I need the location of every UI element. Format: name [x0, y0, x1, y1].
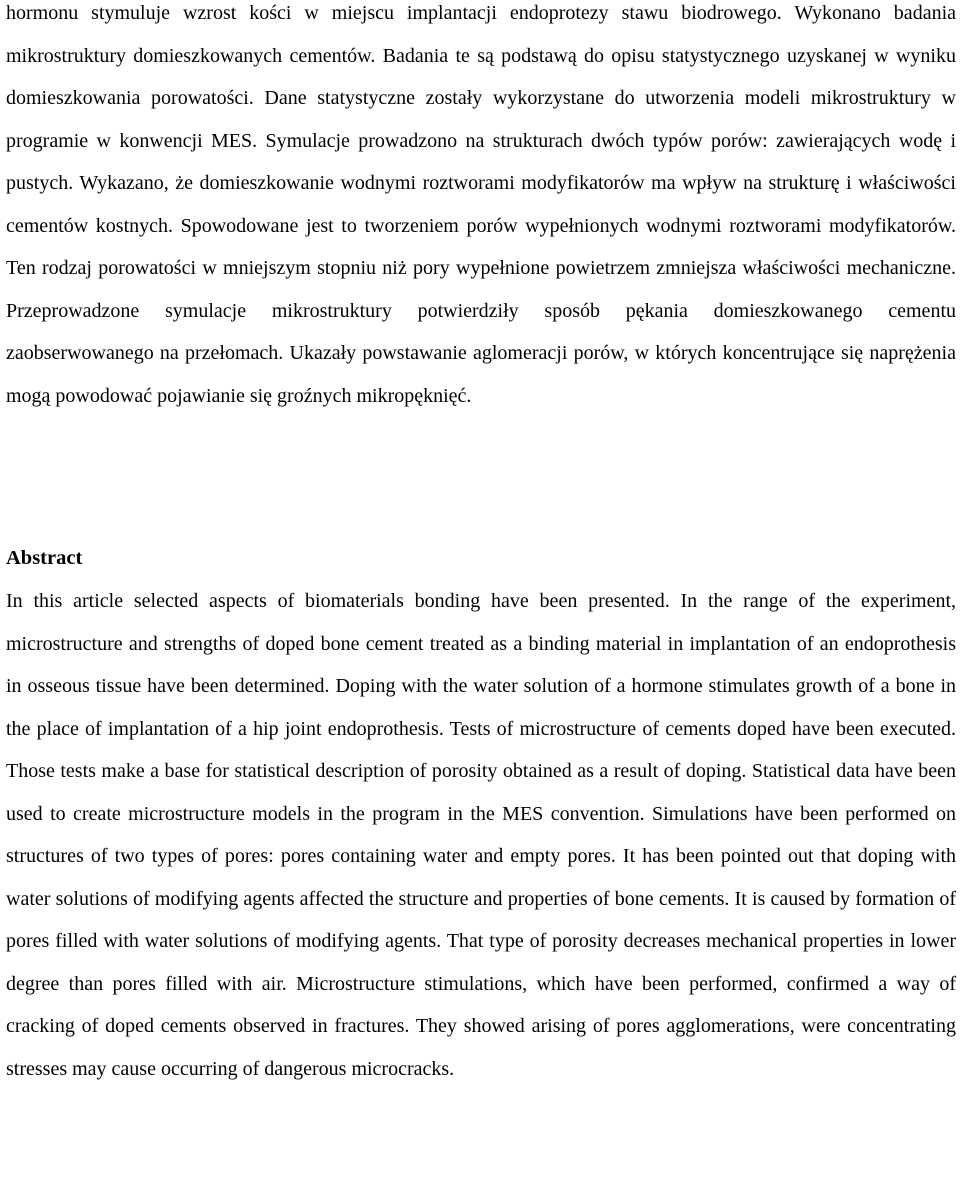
abstract-heading: Abstract: [6, 547, 83, 569]
abstract-paragraph: In this article selected aspects of biomaterials bonding have been presented. In the range of the experiment, microstructure and strengths of doped bone cement treated as a binding material in implantation of an endoprothesis in osseous tissue have been determined. Doping with the water solution of a hormone stimulates growth of a bone in the place of implantation of a hip joint endoprothesis. Tests of microstructure of cements doped have been executed. Those tests make a base for statistical description of porosity obtained as a result of doping. Statistical data have been used to create microstructure models in the program in the MES convention. Simulations have been performed on structures of two types of pores: pores containing water and empty pores. It has been pointed out that doping with water solutions of modifying agents affected the structure and properties of bone cements. It is caused by formation of pores filled with water solutions of modifying agents. That type of porosity decreases mechanical properties in lower degree than pores filled with air. Microstructure stimulations, which have been performed, confirmed a way of cracking of doped cements observed in fractures. They showed arising of pores agglomerations, were concentrating stresses may cause occurring of dangerous microcracks.: [6, 590, 956, 1080]
polish-summary-paragraph: hormonu stymuluje wzrost kości w miejscu implantacji endoprotezy stawu biodrowego. Wykonano badania mikrostruktury domieszkowanych cementów. Badania te są podstawą do opisu statystycznego uzyskanej w wyniku domieszkowania porowatości. Dane statystyczne zostały wykorzystane do utworzenia modeli mikrostruktury w programie w konwencji MES. Symulacje prowadzono na strukturach dwóch typów porów: zawierających wodę i pustych. Wykazano, że domieszkowanie wodnymi roztworami modyfikatorów ma wpływ na strukturę i właściwości cementów kostnych. Spowodowane jest to tworzeniem porów wypełnionych wodnymi roztworami modyfikatorów. Ten rodzaj porowatości w mniejszym stopniu niż pory wypełnione powietrzem zmniejsza właściwości mechaniczne. Przeprowadzone symulacje mikrostruktury potwierdziły sposób pękania domieszkowanego cementu zaobserwowanego na przełomach. Ukazały powstawanie aglomeracji porów, w których koncentrujące się naprężenia mogą powodować pojawianie się groźnych mikropęknięć.: [6, 2, 956, 407]
